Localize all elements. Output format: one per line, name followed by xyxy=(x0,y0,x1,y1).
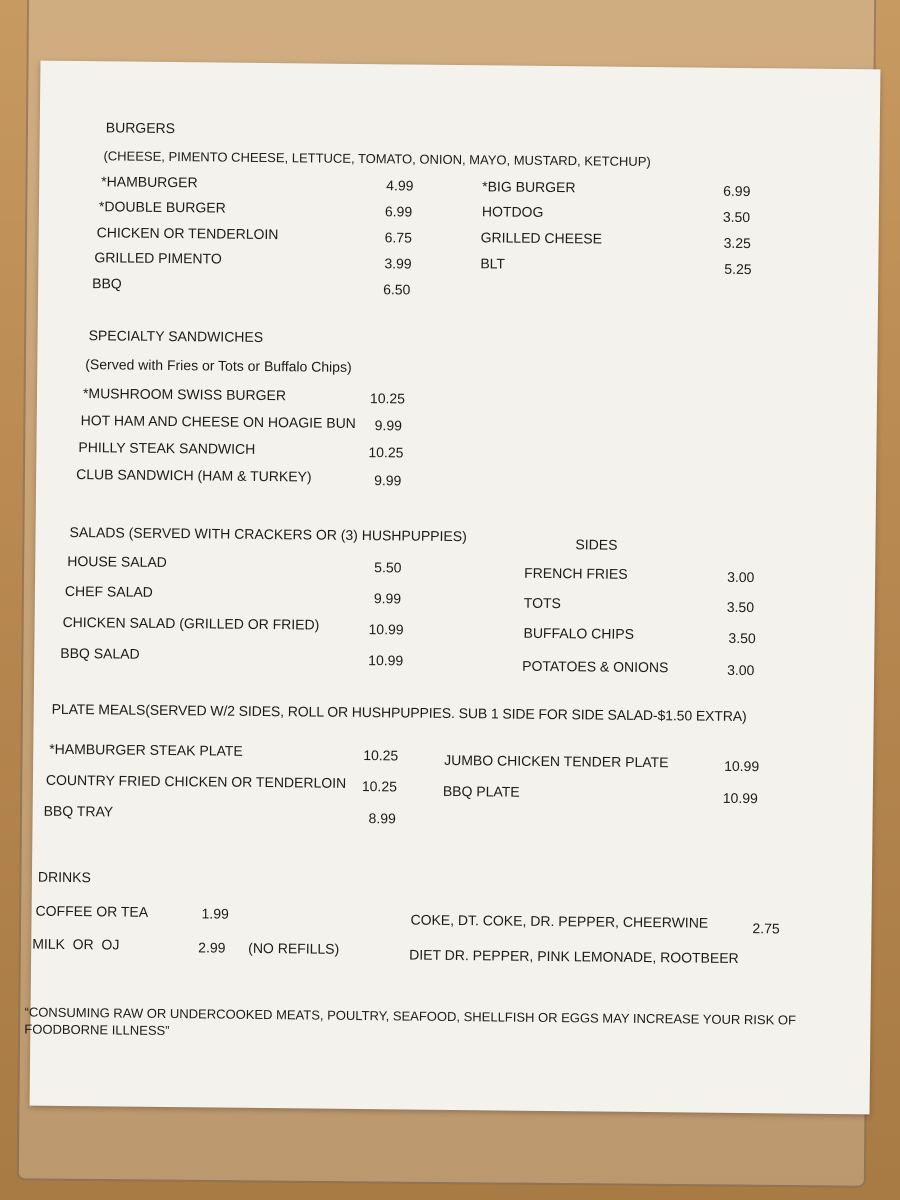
menu-item-name: CLUB SANDWICH (HAM & TURKEY) xyxy=(76,466,312,485)
menu-item-name: CHICKEN OR TENDERLOIN xyxy=(96,224,279,243)
menu-item-name: HOTDOG xyxy=(481,203,544,220)
menu-item-name: CHICKEN SALAD (GRILLED OR FRIED) xyxy=(62,613,320,633)
menu-item-price: 6.75 xyxy=(384,229,412,246)
section-heading-drinks: DRINKS xyxy=(37,868,91,886)
menu-item-name: GRILLED PIMENTO xyxy=(94,249,222,267)
drink-milk-note: (NO REFILLS) xyxy=(248,939,340,957)
menu-item-price: 9.99 xyxy=(374,472,402,489)
menu-item-price: 10.99 xyxy=(368,652,404,669)
menu-item-name: BBQ PLATE xyxy=(442,782,520,800)
drink-soda-line-1: COKE, DT. COKE, DR. PEPPER, CHEERWINE xyxy=(410,911,709,931)
drink-milk-price: 2.99 xyxy=(198,939,226,956)
menu-item-name: JUMBO CHICKEN TENDER PLATE xyxy=(444,751,669,771)
menu-item-price: 10.99 xyxy=(722,789,758,807)
menu-item-name: TOTS xyxy=(523,594,562,612)
menu-item-name: BUFFALO CHIPS xyxy=(523,624,635,642)
menu-item-price: 3.50 xyxy=(726,598,755,616)
menu-item-price: 3.00 xyxy=(727,661,755,679)
section-heading-sides: SIDES xyxy=(575,536,618,553)
menu-item-price: 3.00 xyxy=(727,568,755,586)
menu-item-name: *BIG BURGER xyxy=(482,178,576,196)
menu-item-price: 10.25 xyxy=(363,747,399,764)
section-heading-burgers: BURGERS xyxy=(105,119,176,137)
menu-item-name: COUNTRY FRIED CHICKEN OR TENDERLOIN xyxy=(45,771,347,791)
burgers-note: (CHEESE, PIMENTO CHEESE, LETTUCE, TOMATO, ONION, MAYO, MUSTARD, KETCHUP) xyxy=(103,148,651,170)
food-safety-warning: “CONSUMING RAW OR UNDERCOOKED MEATS, POULTRY, SEAFOOD, SHELLFISH OR EGGS MAY INCREASE YOUR RISK OF FOODBORNE ILLNESS” xyxy=(24,1004,797,1038)
menu-item-price: 6.99 xyxy=(384,203,413,220)
menu-item-price: 10.99 xyxy=(368,621,404,638)
drink-coffee-name: COFFEE OR TEA xyxy=(35,902,149,920)
menu-item-name: CHEF SALAD xyxy=(64,582,153,600)
menu-item-price: 10.99 xyxy=(724,757,760,775)
menu-item-name: HOT HAM AND CHEESE ON HOAGIE BUN xyxy=(80,412,356,431)
menu-item-price: 3.50 xyxy=(722,208,751,226)
menu-item-price: 6.99 xyxy=(723,182,751,200)
menu-page xyxy=(24,61,881,1115)
menu-item-price: 10.25 xyxy=(369,390,406,407)
menu-item-name: *HAMBURGER xyxy=(101,173,198,191)
menu-item-name: BBQ xyxy=(92,275,122,292)
drink-milk-name: MILK OR OJ xyxy=(32,935,120,953)
section-heading-salads: SALADS (SERVED WITH CRACKERS OR (3) HUSHPUPPIES) xyxy=(69,523,467,545)
menu-item-price: 6.50 xyxy=(383,281,411,298)
menu-item-price: 5.50 xyxy=(374,559,402,576)
menu-item-name: GRILLED CHEESE xyxy=(480,229,603,247)
section-heading-specialty: SPECIALTY SANDWICHES xyxy=(88,327,264,345)
menu-item-price: 3.50 xyxy=(728,629,756,647)
menu-item-price: 9.99 xyxy=(373,590,402,607)
menu-item-price: 3.99 xyxy=(384,255,412,272)
menu-item-name: PHILLY STEAK SANDWICH xyxy=(78,439,256,457)
menu-item-price: 4.99 xyxy=(386,177,414,194)
section-heading-plate-meals: PLATE MEALS(SERVED W/2 SIDES, ROLL OR HUSHPUPPIES. SUB 1 SIDE FOR SIDE SALAD-$1.50 EXTRA) xyxy=(51,700,747,725)
menu-item-name: *DOUBLE BURGER xyxy=(98,198,226,216)
menu-item-price: 10.25 xyxy=(361,778,398,795)
menu-item-name: BLT xyxy=(480,255,506,272)
menu-item-name: BBQ TRAY xyxy=(43,802,114,820)
menu-item-price: 10.25 xyxy=(368,444,404,461)
specialty-note: (Served with Fries or Tots or Buffalo Chips) xyxy=(85,356,352,375)
drink-soda-price: 2.75 xyxy=(752,920,780,937)
menu-item-name: FRENCH FRIES xyxy=(524,564,628,582)
menu-item-name: *HAMBURGER STEAK PLATE xyxy=(49,740,243,759)
menu-item-price: 9.99 xyxy=(374,417,403,434)
drink-coffee-price: 1.99 xyxy=(201,905,229,922)
menu-item-price: 5.25 xyxy=(724,260,752,278)
menu-item-name: HOUSE SALAD xyxy=(67,552,167,570)
menu-item-name: *MUSHROOM SWISS BURGER xyxy=(82,385,287,404)
menu-item-price: 8.99 xyxy=(368,810,396,827)
menu-item-name: POTATOES & ONIONS xyxy=(522,657,669,676)
menu-item-price: 3.25 xyxy=(723,234,751,252)
drink-soda-line-2: DIET DR. PEPPER, PINK LEMONADE, ROOTBEER xyxy=(409,946,739,966)
menu-item-name: BBQ SALAD xyxy=(60,644,140,662)
